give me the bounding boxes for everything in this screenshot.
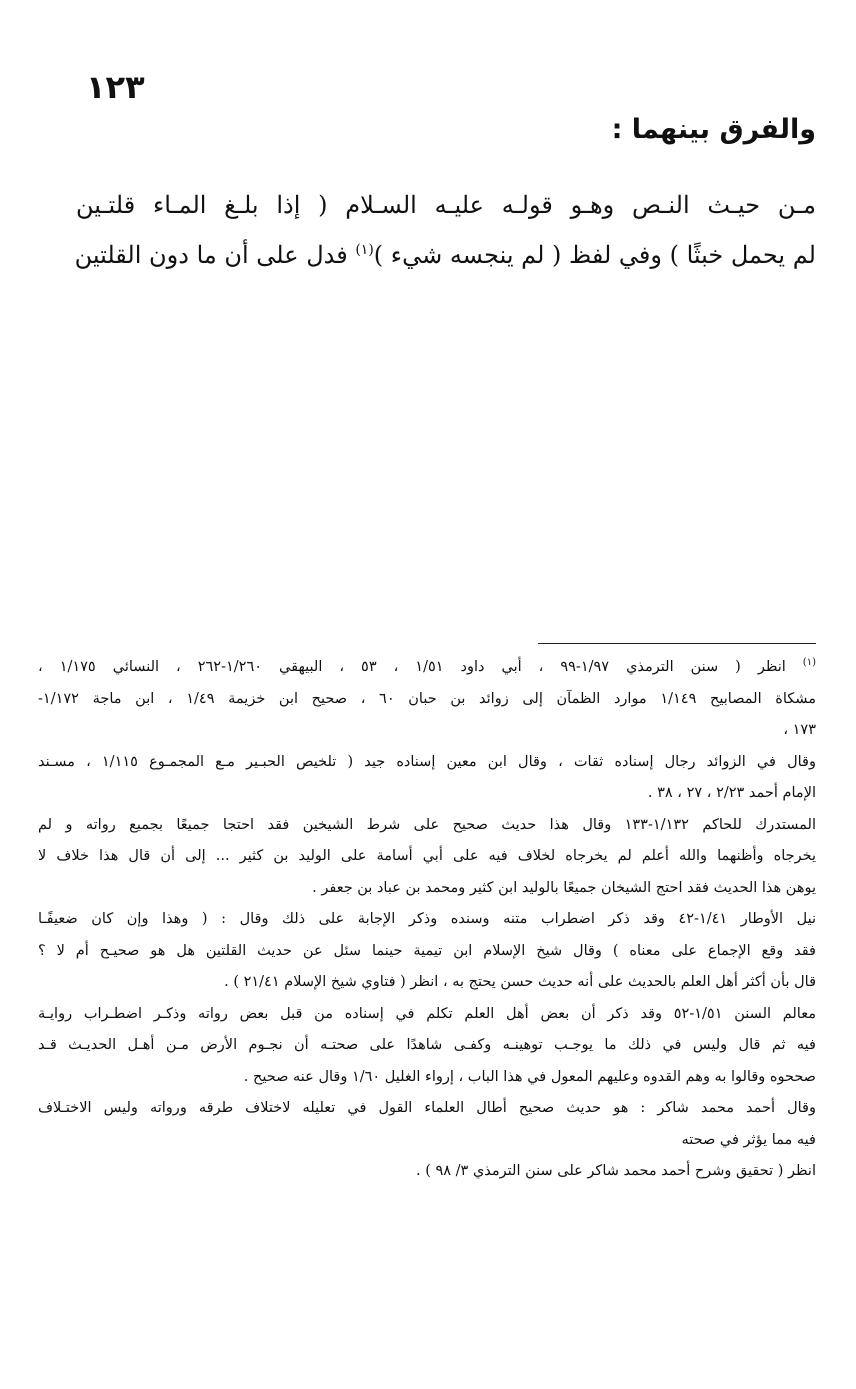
page-number: ١٢٣	[86, 68, 145, 106]
footnote-paragraph-6	[38, 1093, 816, 1156]
section-heading: والفرق بينهما :	[611, 114, 816, 145]
footnotes	[38, 652, 816, 1188]
footnote-paragraph-1	[38, 652, 816, 747]
footnote-paragraph-5	[38, 999, 816, 1094]
footnote-line: فقد وقع الإجماع على معناه ) وقال شيخ الإسلام ابن تيمية حينما سئل عن حديث القلتين هل هو صحيـح أم لا ؟	[38, 942, 816, 959]
footnote-paragraph-3	[38, 810, 816, 905]
footnote-line	[38, 652, 816, 684]
body-line-1: مـن حيـث النـص وهـو قولـه عليـه السـلام ( إذا بلـغ المـاء قلتـين	[76, 191, 816, 219]
body-text	[76, 180, 816, 280]
footnote-line: انظر ( تحقيق وشرح أحمد محمد شاكر على سنن الترمذي ٣/ ٩٨ ) .	[415, 1163, 816, 1179]
body-line-2	[76, 230, 816, 280]
footnote-line: يخرجاه وأظنهما والله أعلم لم يخرجاه لخلاف فيه على أبي أسامة على الوليد بن كثير ... إلى أن قال هذا خلاف لا	[38, 848, 816, 864]
footnote-line: يوهن هذا الحديث فقد احتج الشيخان جميعًا بالوليد ابن كثير ومحمد بن عباد بن جعفر .	[312, 879, 816, 896]
footnote-line-text: انظر ( سنن الترمذي ١/٩٧-٩٩ ، أبي داود ١/٥١ ، ٥٣ ، البيهقي ١/٢٦٠-٢٦٢ ، النسائي ١/١٧٥ ،	[38, 659, 803, 675]
footnote-line: نيل الأوطار ١/٤١-٤٢ وقد ذكر اضطراب متنه وسنده وذكر الإجابة على ذلك وقال : ( وهذا وإن كان ضعيفًـا	[38, 911, 816, 927]
footnote-paragraph-7	[38, 1156, 816, 1188]
footnote-line: معالم السنن ١/٥١-٥٢ وقد ذكر أن بعض أهل العلم تكلم في إسناده من قبل بعض رواته وذكـر اضطـراب روايـة	[38, 1005, 816, 1022]
footnote-line: صححوه وقالوا به وهم القدوه وعليهم المعول في هذا الباب ، إرواء الغليل ١/٦٠ وقال عنه صحيح .	[243, 1068, 816, 1085]
body-line-2-end: فدل على أن ما دون القلتين	[74, 241, 356, 269]
footnote-marker: (١)	[802, 657, 816, 669]
footnote-line: فيه مما يؤثر في صحته	[681, 1131, 816, 1148]
footnote-line: وقال في الزوائد رجال إسناده ثقات ، وقال ابن معين إسناده جيد ( تلخيص الحبـير مـع المجمـوع ١/١١٥ ، مسـند	[38, 753, 816, 770]
footnote-line: ١٧٣ ،	[783, 722, 816, 738]
footnote-line: فيه ثم قال وليس في ذلك ما يوجـب توهينـه وكفـى شاهدًا على صحتـه أن نجـوم الأرض مـن أهـل الحديـث قـد	[38, 1037, 816, 1053]
footnote-line: المستدرك للحاكم ١/١٣٢-١٣٣ وقال هذا حديث صحيح على شرط الشيخين فقد احتجا جميعًا بجميع رواته و لم	[38, 816, 816, 833]
footnote-divider	[538, 643, 816, 644]
body-line-2-main: لم يحمل خبثًا ) وفي لفظ ( لم ينجسه شيء )	[373, 241, 816, 269]
footnote-line: الإمام أحمد ٢/٢٣ ، ٢٧ ، ٣٨ .	[647, 785, 816, 801]
footnote-paragraph-2	[38, 747, 816, 810]
footnote-paragraph-4	[38, 904, 816, 999]
footnote-line: وقال أحمد محمد شاكر : هو حديث صحيح أطال العلماء القول في تعليله لاختلاف طرقه ورواته وليس الاختـلاف	[38, 1100, 816, 1116]
footnote-reference[interactable]: (١)	[355, 242, 374, 258]
footnote-line: قال بأن أكثر أهل العلم بالحديث على أنه حديث حسن يحتج به ، انظر ( فتاوي شيخ الإسلام ٢١/٤١ ) .	[224, 974, 816, 990]
footnote-line: مشكاة المصابيح ١/١٤٩ موارد الظمآن إلى زوائد بن حبان ٦٠ ، صحيح ابن خزيمة ١/٤٩ ، ابن ماجة ١/١٧٢-	[38, 690, 816, 707]
